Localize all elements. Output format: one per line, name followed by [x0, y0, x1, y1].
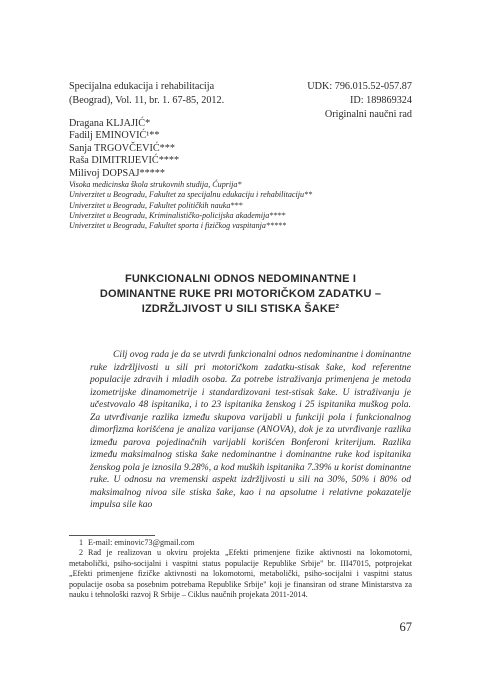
footnote-text: Rad je realizovan u okviru projekta „Efekti primenjene fizike aktivnosti na lokomotorni, metabolički, psiho-socijalni i vaspitni status populacije Republike Srbije" br. III47015, potprojekat „Efekti primenjene fizičke aktivnosti na lokomotorni, metabolički, psiho-socijalni i vaspitni status populacije osoba sa posebnim potrebama Republike Srbije" koji je finansiran od strane Ministarstva za nauku i tehnološki razvoj R Srbije – Ciklus naučnih projekata 2011-2014.: [69, 548, 412, 600]
footnotes: [69, 538, 412, 600]
abstract-text: Cilj ovog rada je da se utvrdi funkcionalni odnos nedominantne i dominantne ruke izdržljivosti u sili pri motoričkom zadatku-stisak šake, kod referentne populacije zdravih i mladih osoba. Za potrebe istraživanja primenjena je metoda izometrijske dinamometrije i standardizovani test-stisak šake. U istraživanju je učestvovalo 48 ispitanika, i to 23 ispitanika ženskog i 25 ispitanika muškog pola. Za utvrđivanje razlika između skupova varijabli u funkciji pola i funkcionalnog dimorfizma korišćena je analiza varijanse (ANOVA), dok je za utvrđivanje razlika između parova pojedinačnih varijabli korišćen Bonferoni kriterijum. Razlika između maksimalnog stiska šake nedominantne i dominantne ruke kod ispitanika ženskog pola je iznosila 9.28%, a kod muških ispitanika 7.39% u korist dominantne ruke. U odnosu na vremenski aspekt izdržljivosti u sili na 30%, 50% i 80% od maksimalnog nivoa sile stiska šake, kao i na apsolutne i relativne pokazatelje impulsa sile kao: [90, 349, 411, 510]
title-line: DOMINANTNE RUKE PRI MOTORIČKOM ZADATKU –: [99, 288, 382, 300]
affiliation: Visoka medicinska škola strukovnih studija, Ćuprija*: [69, 180, 242, 189]
affiliation: Univerzitet u Beogradu, Kriminalističko-policijska akademija****: [69, 210, 286, 220]
journal-info: [69, 80, 299, 108]
affiliation-list: [69, 180, 312, 231]
author: Dragana KLJAJIĆ*: [69, 118, 151, 129]
page-number: 67: [399, 620, 412, 634]
footnote-number: 1: [79, 538, 84, 547]
author: Sanja TRGOVČEVIĆ***: [69, 142, 175, 154]
author: Fadilj EMINOVIĆ¹**: [69, 130, 160, 142]
author: Milivoj DOPSAJ*****: [69, 167, 165, 179]
footnote-divider: [69, 535, 155, 536]
article-meta: [270, 80, 412, 122]
affiliation: Univerzitet u Beogradu, Fakultet za specijalnu edukaciju i rehabilitaciju**: [69, 190, 313, 200]
title-line: IZDRŽLJIVOST U SILI STISKA ŠAKE²: [141, 303, 340, 315]
author-list: [69, 118, 179, 180]
footnote-text: E-mail: eminovic73@gmail.com: [88, 538, 195, 547]
author: Raša DIMITRIJEVIĆ****: [69, 155, 180, 167]
article-id: ID: 189869324: [350, 95, 412, 106]
article-type: Originalni naučni rad: [324, 109, 412, 120]
journal-name: Specijalna edukacija i rehabilitacija: [69, 81, 215, 92]
footnote: [69, 548, 412, 600]
title-line: FUNKCIONALNI ODNOS NEDOMINANTNE I: [124, 273, 357, 285]
journal-volume: (Beograd), Vol. 11, br. 1. 67-85, 2012.: [69, 95, 225, 106]
footnote-number: 2: [79, 548, 84, 558]
udk-code: UDK: 796.015.52-057.87: [307, 81, 412, 92]
affiliation: Univerzitet u Beogradu, Fakultet političkih nauka***: [69, 200, 243, 210]
affiliation: Univerzitet u Beogradu, Fakultet sporta i fizičkog vaspitanja*****: [69, 221, 287, 231]
article-title: [69, 272, 412, 317]
footnote: [69, 538, 412, 548]
